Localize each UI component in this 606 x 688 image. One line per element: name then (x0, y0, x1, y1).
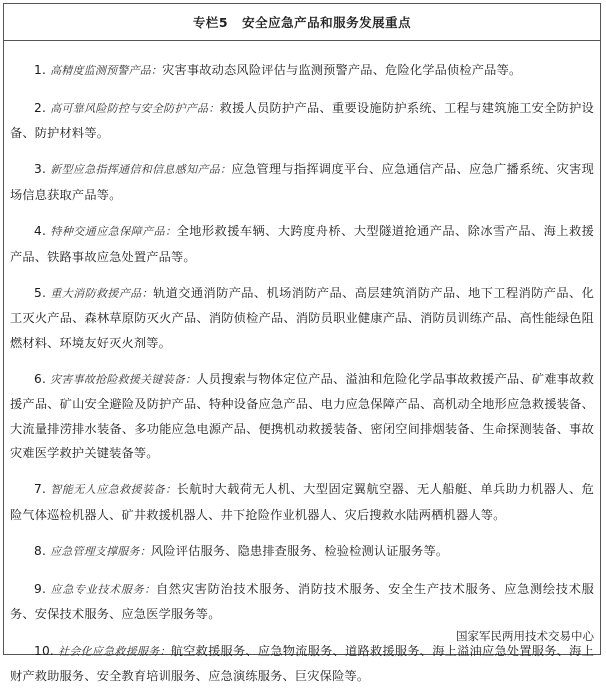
item-label: 智能无人应急救援装备： (50, 483, 177, 497)
list-item (10, 477, 594, 527)
item-label: 重大消防救援产品： (50, 287, 154, 301)
list-item (10, 96, 594, 146)
item-label: 特种交通应急保障产品： (50, 225, 177, 239)
item-text: 救援人员防护产品、重要设施防护系统、工程与建筑施工安全防护设备、防护材料等。 (10, 100, 594, 140)
item-text: 轨道交通消防产品、机场消防产品、高层建筑消防产品、地下工程消防产品、化工灭火产品、森林草原防灭火产品、消防侦检产品、消防员职业健康产品、消防员训练产品、高性能绿色阻燃材料、环境友好灭火剂等。 (10, 286, 594, 350)
item-label: 社会化应急救援服务： (58, 644, 171, 658)
item-number: 5. (34, 286, 47, 301)
list-item (10, 219, 594, 269)
feature-box (3, 3, 601, 683)
item-number: 9. (34, 581, 47, 596)
item-text: 长航时大载荷无人机、大型固定翼航空器、无人船艇、单兵助力机器人、危险气体巡检机器人、矿井救援机器人、井下抢险作业机器人、灾后搜救水陆两栖机器人等。 (10, 482, 594, 522)
list-item (10, 577, 594, 627)
item-number: 3. (34, 162, 47, 177)
list-item (10, 281, 594, 355)
item-label: 新型应急指挥通信和信息感知产品： (50, 163, 232, 177)
item-text: 人员搜索与物体定位产品、溢油和危险化学品事故救援产品、矿难事故救援产品、矿山安全避险及防护产品、特种设备应急产品、电力应急保障产品、高机动全地形应急救援装备、大流量排涝排水装备、多功能应急电源产品、便携机动救援装备、密闭空间排烟装备、生命探测装备、事故灾难医学救护关键装备等。 (10, 372, 594, 460)
item-number: 6. (34, 372, 47, 387)
list-item (10, 157, 594, 207)
item-number: 10. (34, 643, 54, 658)
item-text: 风险评估服务、隐患排查服务、检验检测认证服务等。 (150, 544, 449, 559)
item-label: 高精度监测预警产品： (50, 64, 163, 78)
item-text: 全地形救援车辆、大跨度舟桥、大型隧道抢通产品、除冰雪产品、海上救援产品、铁路事故应急处置产品等。 (10, 224, 594, 264)
item-label: 应急专业技术服务： (50, 582, 157, 596)
item-number: 8. (34, 544, 47, 559)
column-tag: 专栏5 (192, 15, 229, 30)
item-text: 灾害事故动态风险评估与监测预警产品、危险化学品侦检产品等。 (162, 63, 522, 78)
item-list (4, 41, 600, 688)
item-text: 应急管理与指挥调度平台、应急通信产品、应急广播系统、灾害现场信息获取产品等。 (10, 162, 594, 202)
item-label: 应急管理支撑服务： (50, 545, 151, 559)
item-number: 4. (34, 224, 47, 239)
item-text: 航空救援服务、应急物流服务、道路救援服务、海上溢油应急处置服务、海上财产救助服务、安全教育培训服务、应急演练服务、巨灾保险等。 (10, 643, 594, 683)
box-title: 安全应急产品和服务发展重点 (242, 15, 412, 30)
box-header (4, 4, 600, 41)
item-number: 7. (34, 482, 47, 497)
list-item (10, 639, 594, 688)
item-label: 灾害事故抢险救援关键装备： (50, 373, 197, 387)
item-number: 2. (34, 100, 47, 115)
list-item (10, 58, 594, 83)
source-watermark: 国家军民两用技术交易中心 (452, 628, 594, 644)
item-number: 1. (34, 63, 47, 78)
item-label: 高可靠风险防控与安全防护产品： (50, 101, 220, 115)
item-text: 自然灾害防治技术服务、消防技术服务、安全生产技术服务、应急测绘技术服务、安保技术服务、应急医学服务等。 (10, 581, 594, 622)
list-item (10, 539, 594, 564)
list-item (10, 367, 594, 465)
